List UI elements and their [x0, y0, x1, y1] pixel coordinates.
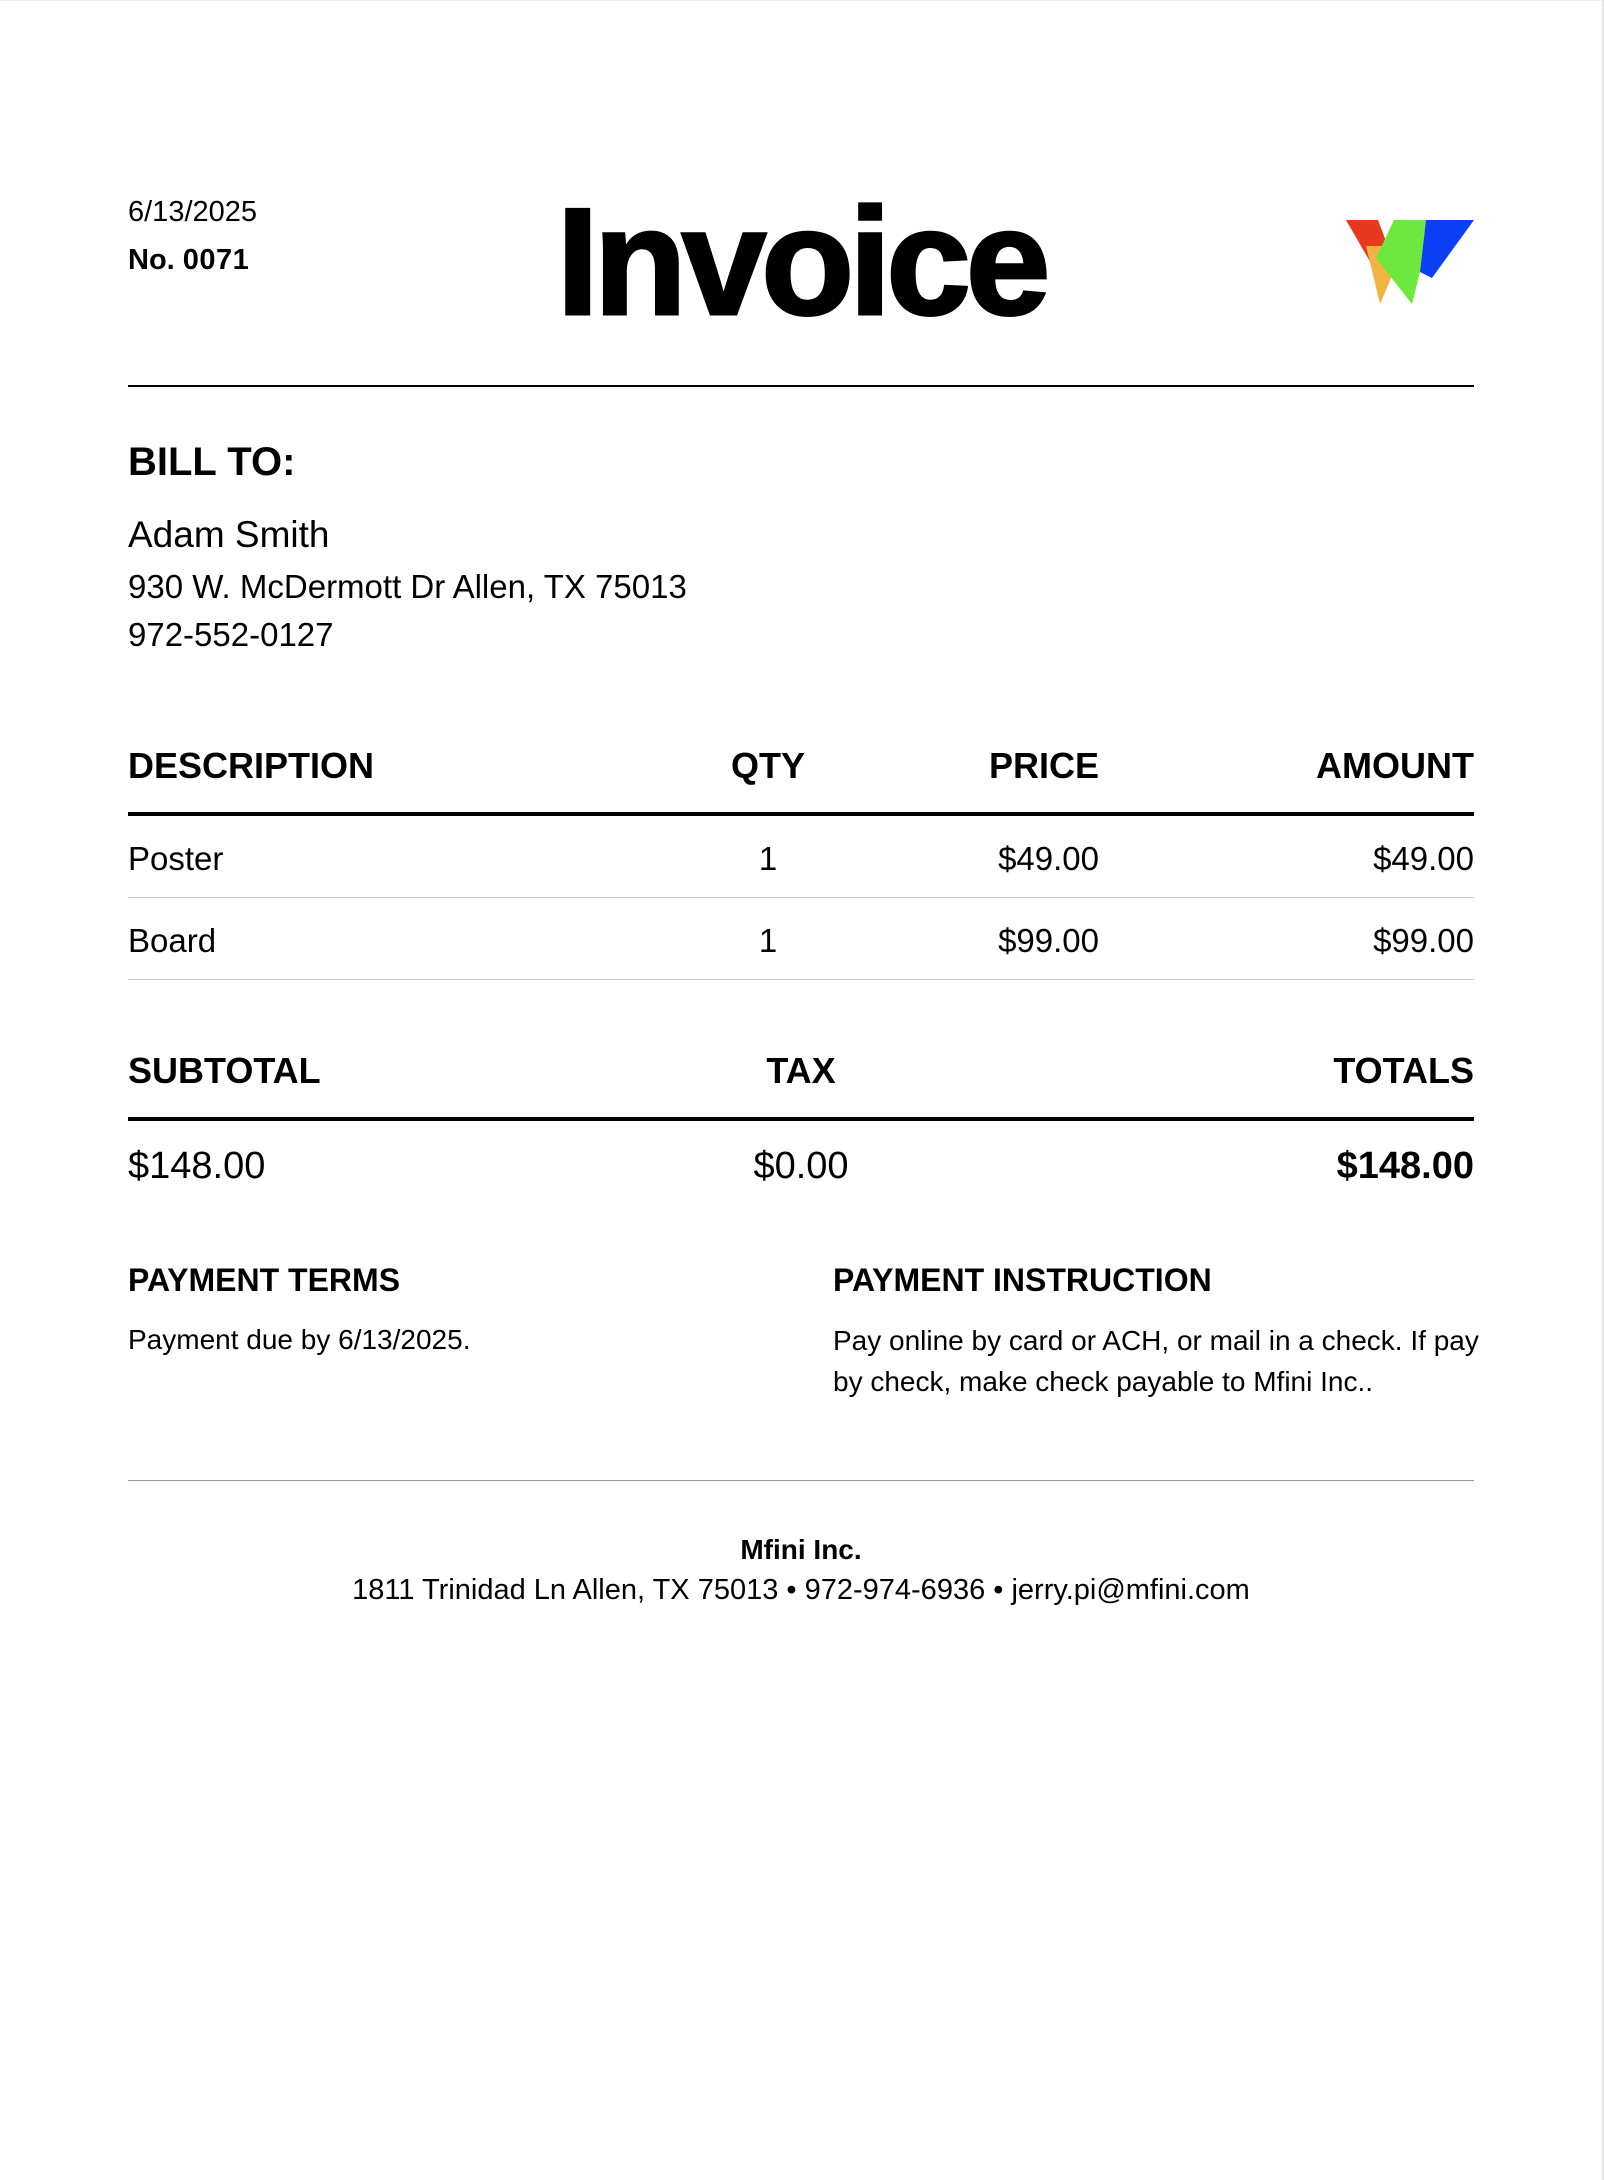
bill-to-address: 930 W. McDermott Dr Allen, TX 75013	[128, 568, 687, 605]
payment-terms-label: PAYMENT TERMS	[128, 1262, 401, 1298]
totals-header	[128, 1050, 1474, 1121]
totals-label: TOTALS	[1333, 1050, 1474, 1091]
invoice-title: Invoice	[556, 177, 1046, 347]
row-price: $49.00	[998, 840, 1099, 877]
totals-section	[128, 1050, 1474, 1201]
row-description: Poster	[128, 840, 224, 877]
total-value: $148.00	[1336, 1145, 1474, 1187]
row-qty: 1	[758, 840, 778, 877]
bill-to-name: Adam Smith	[128, 514, 330, 555]
subtotal-label: SUBTOTAL	[128, 1050, 321, 1091]
footer-company-name: Mfini Inc.	[740, 1534, 862, 1565]
row-description: Board	[128, 922, 217, 959]
logo-blue-segment	[1420, 220, 1474, 278]
header-divider	[128, 385, 1474, 387]
footer-divider	[128, 1480, 1474, 1481]
column-header-price: PRICE	[988, 745, 1099, 786]
bill-to-phone: 972-552-0127	[128, 616, 334, 653]
invoice-date: 6/13/2025	[128, 196, 258, 228]
bill-to-label: BILL TO:	[128, 440, 296, 484]
footer-contact-line: 1811 Trinidad Ln Allen, TX 75013 • 972-974-6936 • jerry.pi@mfini.com	[352, 1574, 1250, 1606]
tax-label: TAX	[766, 1050, 836, 1091]
row-amount: $99.00	[1373, 922, 1474, 959]
subtotal-value: $148.00	[128, 1145, 266, 1187]
invoice-header	[128, 177, 1474, 347]
tricolor-w-logo-icon	[1346, 220, 1474, 304]
page-top-border	[0, 0, 1604, 1]
row-amount: $49.00	[1373, 840, 1474, 877]
column-header-qty: QTY	[730, 745, 805, 786]
payment-instruction-text: Pay online by card or ACH, or mail in a check. If pay by check, make check payable to Mfini Inc..	[833, 1325, 1479, 1397]
invoice-number-value: 0071	[182, 244, 250, 276]
payment-terms-text: Payment due by 6/13/2025.	[128, 1324, 471, 1355]
row-qty: 1	[758, 922, 778, 959]
table-row	[128, 816, 1474, 898]
row-price: $99.00	[998, 922, 1099, 959]
column-header-amount: AMOUNT	[1316, 745, 1474, 786]
tax-value: $0.00	[753, 1145, 849, 1187]
items-table	[128, 745, 1474, 980]
totals-values	[128, 1121, 1474, 1201]
items-table-header	[128, 745, 1474, 816]
payment-instruction-label: PAYMENT INSTRUCTION	[833, 1262, 1212, 1298]
invoice-number-prefix: No.	[128, 244, 175, 276]
column-header-description: DESCRIPTION	[128, 745, 375, 786]
table-row	[128, 898, 1474, 980]
